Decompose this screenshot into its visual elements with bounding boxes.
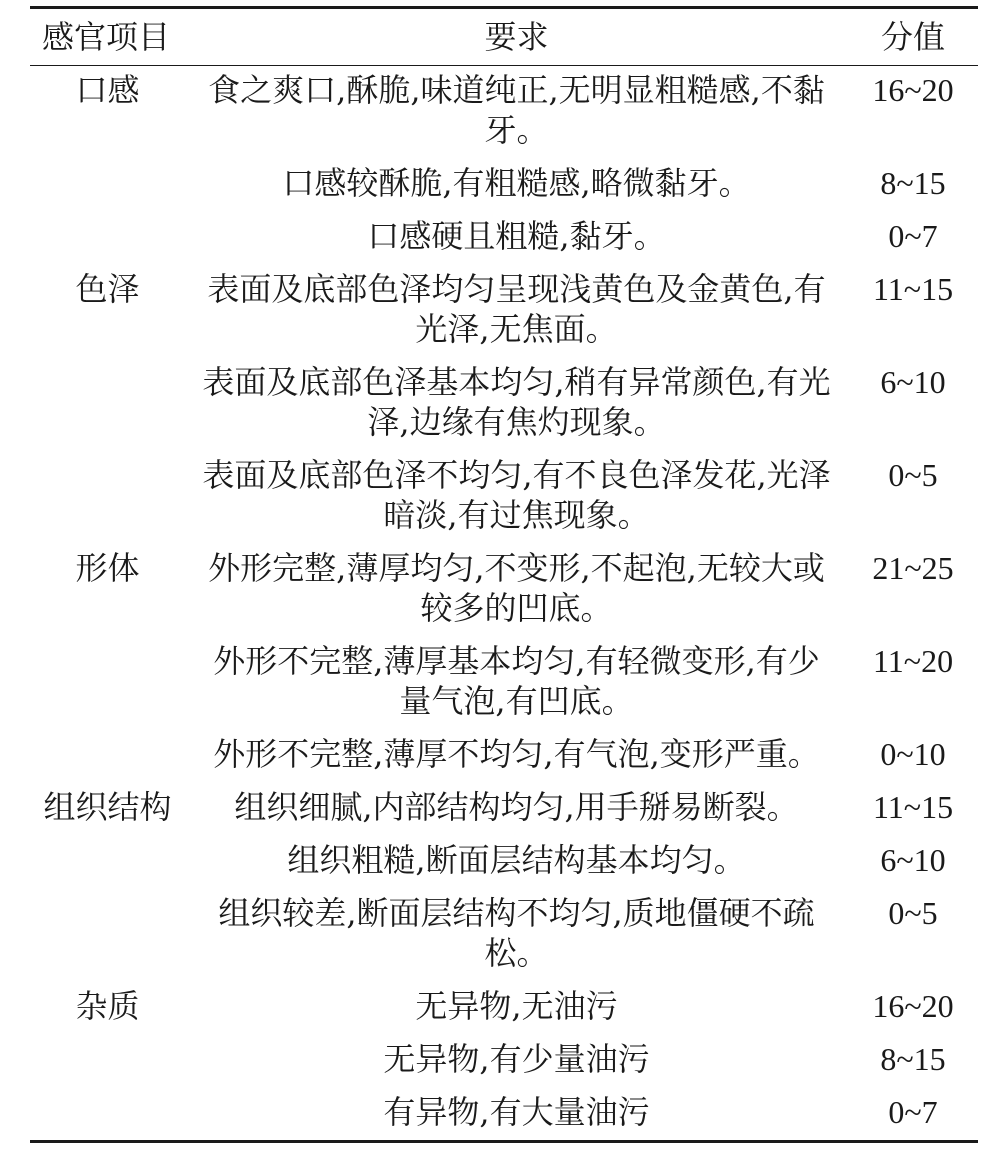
- cell-requirement: 组织细腻,内部结构均匀,用手掰易断裂。: [234, 788, 799, 826]
- cell-score: 21~25: [872, 550, 954, 586]
- cell-score: 16~20: [872, 72, 954, 108]
- table-row: [30, 730, 978, 783]
- table-row: [30, 889, 978, 982]
- header-score: 分值: [848, 8, 978, 66]
- cell-requirement: 食之爽口,酥脆,味道纯正,无明显粗糙感,不黏牙。: [208, 71, 825, 149]
- cell-requirement: 组织粗糙,断面层结构基本均匀。: [287, 841, 746, 879]
- table-body: [30, 66, 978, 1142]
- cell-requirement: 口感较酥脆,有粗糙感,略微黏牙。: [282, 164, 751, 202]
- cell-category: [30, 358, 185, 451]
- cell-requirement: 组织较差,断面层结构不均匀,质地僵硬不疏松。: [218, 894, 815, 972]
- cell-requirement: 口感硬且粗糙,黏牙。: [367, 217, 666, 255]
- table-header: [30, 8, 978, 66]
- cell-category: [30, 1035, 185, 1088]
- cell-score: 0~7: [848, 1088, 978, 1142]
- cell-score: 0~10: [880, 736, 946, 772]
- table-row: [30, 66, 978, 160]
- cell-category: [30, 159, 185, 212]
- cell-score: 11~15: [872, 271, 954, 307]
- cell-category: [30, 1088, 185, 1142]
- cell-score: 8~15: [880, 1041, 946, 1077]
- cell-score: 0~5: [888, 457, 938, 493]
- table-row: [30, 451, 978, 544]
- cell-requirement: 表面及底部色泽不均匀,有不良色泽发花,光泽暗淡,有过焦现象。: [202, 456, 831, 534]
- table-row: [30, 544, 978, 637]
- cell-score: 0~5: [888, 895, 938, 931]
- cell-category: 杂质: [75, 987, 140, 1025]
- cell-requirement: 表面及底部色泽基本均匀,稍有异常颜色,有光泽,边缘有焦灼现象。: [202, 363, 831, 441]
- table-row: [30, 159, 978, 212]
- cell-requirement: 有异物,有大量油污: [185, 1088, 848, 1142]
- cell-score: 11~15: [872, 789, 954, 825]
- cell-score: 8~15: [880, 165, 946, 201]
- cell-requirement: 外形不完整,薄厚基本均匀,有轻微变形,有少量气泡,有凹底。: [213, 642, 820, 720]
- cell-score: 0~7: [888, 218, 938, 254]
- cell-requirement: 无异物,有少量油污: [383, 1040, 650, 1078]
- cell-category: [30, 637, 185, 730]
- sensory-evaluation-table: [30, 6, 978, 1143]
- table-row: [30, 1088, 978, 1142]
- cell-category: [30, 212, 185, 265]
- cell-category: [30, 836, 185, 889]
- cell-category: 组织结构: [43, 788, 172, 826]
- table-row: [30, 982, 978, 1035]
- header-requirement: 要求: [185, 8, 848, 66]
- cell-score: 11~20: [872, 643, 954, 679]
- sensory-table-container: [30, 6, 978, 1143]
- table-row: [30, 1035, 978, 1088]
- cell-category: 形体: [75, 549, 140, 587]
- table-row: [30, 212, 978, 265]
- cell-score: 6~10: [880, 842, 946, 878]
- table-row: [30, 637, 978, 730]
- cell-requirement: 表面及底部色泽均匀呈现浅黄色及金黄色,有光泽,无焦面。: [207, 270, 826, 348]
- header-row: [30, 8, 978, 66]
- cell-category: [30, 889, 185, 982]
- cell-requirement: 无异物,无油污: [415, 987, 618, 1025]
- cell-score: 16~20: [872, 988, 954, 1024]
- cell-category: [30, 451, 185, 544]
- table-row: [30, 783, 978, 836]
- header-category: 感官项目: [30, 8, 185, 66]
- cell-category: [30, 730, 185, 783]
- table-row: [30, 265, 978, 358]
- cell-category: 色泽: [75, 270, 140, 308]
- cell-category: 口感: [75, 71, 140, 109]
- cell-requirement: 外形完整,薄厚均匀,不变形,不起泡,无较大或较多的凹底。: [208, 549, 825, 627]
- cell-score: 6~10: [880, 364, 946, 400]
- table-row: [30, 836, 978, 889]
- cell-requirement: 外形不完整,薄厚不均匀,有气泡,变形严重。: [213, 735, 820, 773]
- table-row: [30, 358, 978, 451]
